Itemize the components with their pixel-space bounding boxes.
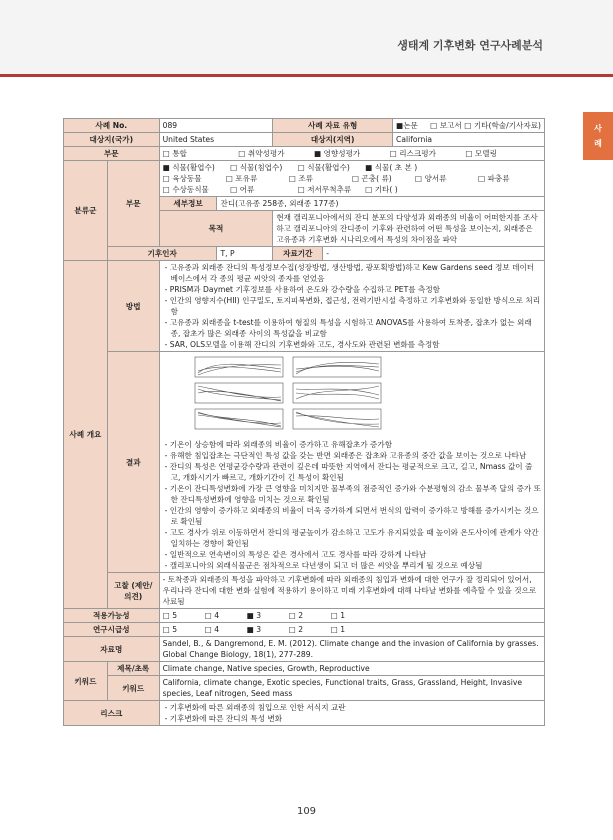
class-option: □ 포유류 xyxy=(225,174,258,183)
type-option: □ 보고서 xyxy=(430,121,462,130)
period-value: - xyxy=(323,247,545,261)
result-cell xyxy=(159,352,544,573)
purpose-value: 현재 캘리포니아에서의 잔디 분포의 다양성과 외래종의 비율이 어떠한지를 조사하고 캘리포니아의 잔디종이 기후와 관련하여 어떤 특성을 보이는지, 외래종은 고유종과 기후변화 시나리오에서 특성의 차이점을 파악 xyxy=(273,211,545,247)
class-option: □ 파충류 xyxy=(477,174,510,183)
purpose-label: 목적 xyxy=(159,211,273,247)
type-option: □ 기타(학술/기사자료) xyxy=(464,121,541,130)
result-item: - 기온이 상승함에 따라 외래종의 비율이 증가하고 유해잡초가 증가함 xyxy=(164,440,393,449)
kw-title-label: 제목/초록 xyxy=(107,662,159,676)
applic-options xyxy=(159,609,544,623)
class-option: □ 어류 xyxy=(230,185,255,194)
class-options xyxy=(159,161,544,197)
class-option: ■ 식물(활엽수) xyxy=(162,163,215,172)
class-option: □ 저서무척추류 xyxy=(297,185,352,194)
urgency-option: □ 1 xyxy=(330,625,346,634)
factor-label: 기후인자 xyxy=(107,247,217,261)
urgency-option: ■ 3 xyxy=(246,625,262,634)
class-option: □ 양서류 xyxy=(414,174,447,183)
discussion-value: - 토착종과 외래종의 특성을 파악하고 기후변화에 따라 외래종의 침입과 변화에 대한 연구가 잘 정리되어 있어서, 우리나라 잔디에 대한 변화 실험에 적용하기 용이하고 미래 기후변화에 대해 나타날 변화를 예측할 수 있을 것으로 사료됨 xyxy=(159,573,544,609)
urgency-option: □ 5 xyxy=(162,625,178,634)
class-option: □ 기타( ) xyxy=(365,185,398,194)
country-value: United States xyxy=(159,133,273,147)
result-item: - 캘리포니아의 외래식물군은 점차적으로 다년생이 되고 더 많은 씨앗을 뿌리게 될 것으로 예상됨 xyxy=(164,561,483,570)
discussion-label: 고찰 (제안/의견) xyxy=(107,573,159,609)
kw-title-value: Climate change, Native species, Growth, Reproductive xyxy=(159,662,544,676)
dept-option: □ 취약성평가 xyxy=(238,149,285,158)
method-item: - 고유종과 외래종을 t-test를 이용하여 형질의 특성을 시험하고 ANOVAS를 사용하여 토착종, 잡초가 없는 외래종, 잡초가 많은 외래종 사이의 특성값을 비교함 xyxy=(164,318,532,338)
method-label: 방법 xyxy=(107,261,159,352)
region-label: 대상지(지역) xyxy=(273,133,393,147)
case-table xyxy=(63,118,545,726)
keyword-label: 키워드 xyxy=(64,662,108,701)
header-title: 생태계 기후변화 연구사례분석 xyxy=(397,39,543,52)
detail-value: 잔디(고유종 258종, 외래종 177종) xyxy=(217,197,545,211)
urgency-options xyxy=(159,623,544,637)
method-list xyxy=(159,261,544,352)
urgency-option: □ 2 xyxy=(288,625,304,634)
result-figure xyxy=(193,355,383,433)
page-number: 109 xyxy=(296,806,317,817)
kw-value: California, climate change, Exotic species, Functional traits, Grass, Grassland, Height, Invasive species, Leaf nitrogen, Seed mass xyxy=(159,676,544,701)
ref-label: 자료명 xyxy=(64,637,160,662)
class-option: □ 조류 xyxy=(288,174,314,183)
applic-option: □ 5 xyxy=(162,611,178,620)
result-item: - 고도 경사가 위로 이동하면서 잔디의 평균높이가 감소하고 고도가 유지되었을 때 높이와 온도사이에 관계가 약간 일치하는 경향이 확인됨 xyxy=(164,528,539,548)
method-item: - SAR, OLS모델을 이용해 잔디의 기후변화와 고도, 경사도와 관련된 변화를 측정함 xyxy=(164,340,440,349)
case-type-label: 사례 자료 유형 xyxy=(273,119,393,133)
result-item: - 인간의 영향이 증가하고 외래종의 비율이 더욱 증가하게 되면서 번식의 압력이 증가하고 방해를 증가시키는 것으로 확인됨 xyxy=(164,506,539,526)
method-item: - 인간의 영향지수(HII) 인구밀도, 토지피복변화, 접근성, 전력기반시설 측정하고 기후변화와 동일한 방식으로 처리함 xyxy=(164,296,541,316)
class-option: □ 곤충( 류) xyxy=(351,174,392,183)
result-item: - 유해한 침입잡초는 극단적인 특성 값을 갖는 반면 외래종은 잡초와 고유종의 중간 값을 보이는 것으로 나타남 xyxy=(164,451,527,460)
risk-label: 리스크 xyxy=(64,701,160,726)
method-item: - PRISM과 Daymet 기후정보를 사용하여 온도와 강수량을 수집하고 PET를 측정함 xyxy=(164,285,441,294)
figure-panel xyxy=(195,357,283,377)
header-divider xyxy=(0,74,613,77)
urgency-label: 연구시급성 xyxy=(64,623,160,637)
applic-label: 적용가능성 xyxy=(64,609,160,623)
applic-option: □ 4 xyxy=(204,611,220,620)
country-label: 대상지(국가) xyxy=(64,133,160,147)
case-no-label: 사례 No. xyxy=(64,119,160,133)
class-option: □ 육상동물 xyxy=(162,174,202,183)
class-option: □ 식물(침엽수) xyxy=(230,163,283,172)
period-label: 자료기간 xyxy=(273,247,323,261)
figure-panel xyxy=(293,357,381,377)
case-no-value: 089 xyxy=(159,119,273,133)
figure-panel xyxy=(195,383,283,403)
result-item: - 일반적으로 연속변이의 특성은 같은 경사에서 고도 경사를 따라 강하게 나타남 xyxy=(164,550,427,559)
dept-option: □ 리스크평가 xyxy=(389,149,436,158)
case-type-options xyxy=(393,119,545,133)
detail-label: 세부정보 xyxy=(159,197,217,211)
dept-label: 부문 xyxy=(64,147,160,161)
dept-option: ■ 영향성평가 xyxy=(313,149,361,158)
dept-options xyxy=(159,147,544,161)
class-sub-label: 부문 xyxy=(107,161,159,247)
urgency-option: □ 4 xyxy=(204,625,220,634)
result-item: - 기온이 잔디특성변화에 가장 큰 영향을 미치지만 물부족의 점증적인 증가와 수분평형의 감소 물부족 달의 증가 또한 잔디특성변화에 영향을 미치는 것으로 확인됨 xyxy=(164,484,542,504)
kw-label: 키워드 xyxy=(107,676,159,701)
type-option: ■논문 xyxy=(396,121,418,130)
class-option: ■ 식물( 초 본 ) xyxy=(365,163,418,172)
result-item: - 잔디의 특성은 연평균강수량과 관련이 깊은데 따뜻한 지역에서 잔디는 평균적으로 크고, 길고, Nmass 값이 줄고, 개화시기가 빠르고, 개화기간이 긴 특성이 확인됨 xyxy=(164,462,533,482)
class-option: □ 식물(활엽수) xyxy=(297,163,350,172)
class-option: □ 수상동식물 xyxy=(162,185,209,194)
region-value: California xyxy=(393,133,545,147)
dept-option: □ 통합 xyxy=(162,149,187,158)
overview-label: 사례 개요 xyxy=(64,261,108,609)
dept-option: □ 모델링 xyxy=(465,149,497,158)
figure-panel xyxy=(293,383,381,403)
page-header xyxy=(0,0,613,74)
ref-value: Sandel, B., & Dangremond, E. M. (2012). Climate change and the invasion of California by grasses. Global Change Biology, 18(1), 277-289. xyxy=(159,637,544,662)
result-label: 결과 xyxy=(107,352,159,573)
risk-item: - 기후변화에 따른 잔디의 특성 변화 xyxy=(164,714,283,723)
factor-value: T, P xyxy=(217,247,273,261)
risk-list xyxy=(159,701,544,726)
applic-option: □ 1 xyxy=(330,611,346,620)
side-section-tab: 사 례 xyxy=(583,112,613,160)
applic-option: ■ 3 xyxy=(246,611,262,620)
risk-item: - 기후변화에 따른 외래종의 침입으로 인한 서식지 교란 xyxy=(164,703,346,712)
applic-option: □ 2 xyxy=(288,611,304,620)
method-item: - 고유종과 외래종 잔디의 특성정보수집(성장방법, 생산방법, 광포획방법)하고 Kew Gardens seed 정보 데이터베이스에서 각 종의 평균 씨앗의 종자를 얻었음 xyxy=(164,263,535,283)
class-label: 분류군 xyxy=(64,161,108,261)
